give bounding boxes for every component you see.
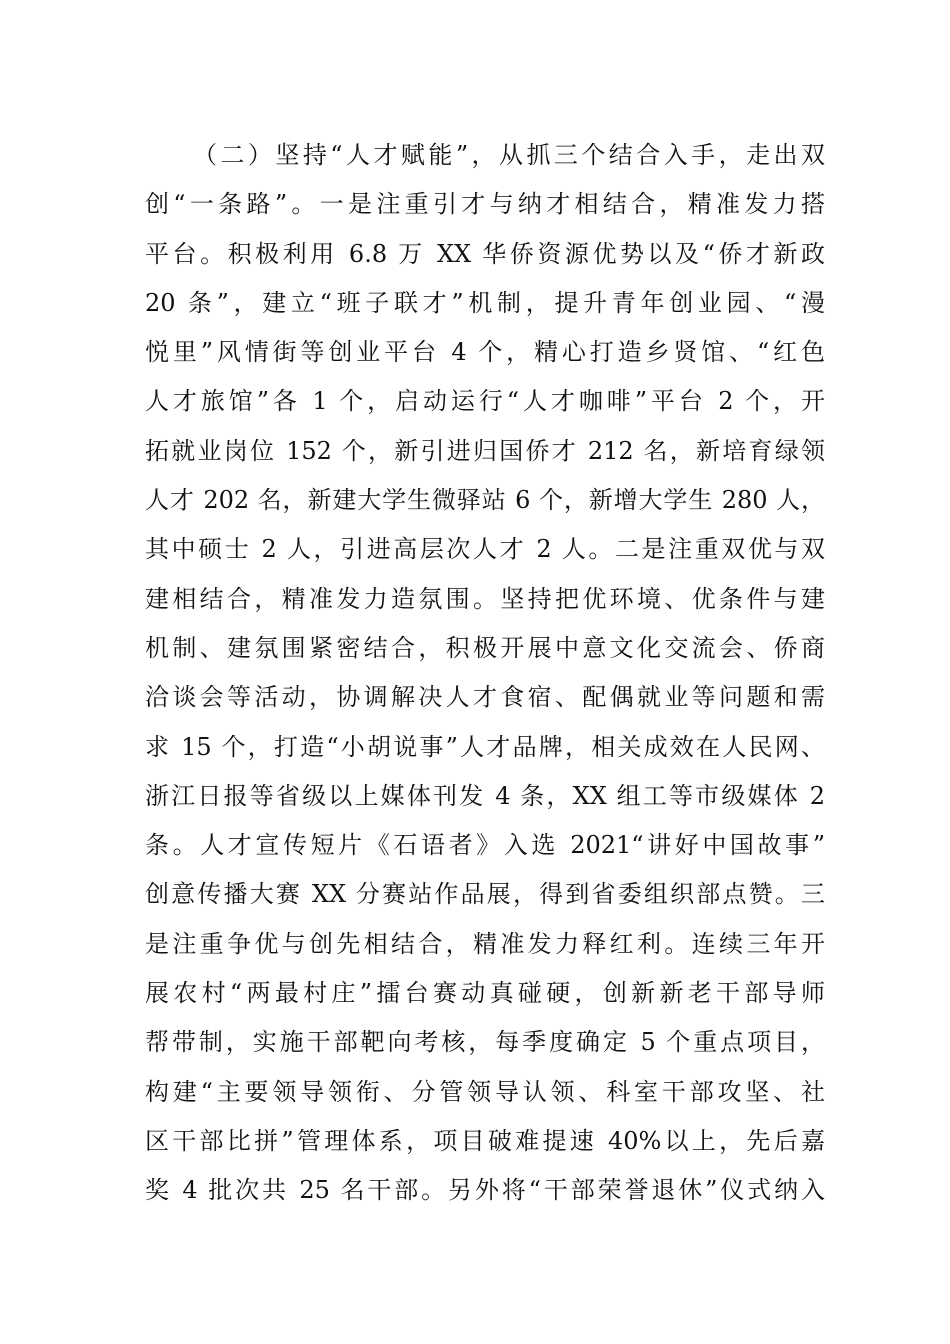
paragraph-line-19: 帮带制，实施干部靶向考核，每季度确定 5 个重点项目， <box>145 1028 825 1057</box>
paragraph-line-3: 平台。积极利用 6.8 万 XX 华侨资源优势以及“侨才新政 <box>145 239 825 268</box>
paragraph-line-17: 是注重争优与创先相结合，精准发力释红利。连续三年开 <box>145 929 825 958</box>
paragraph-line-5: 悦里”风情街等创业平台 4 个，精心打造乡贤馆、“红色 <box>145 338 825 367</box>
paragraph-line-7: 拓就业岗位 152 个，新引进归国侨才 212 名，新培育绿领 <box>145 436 825 465</box>
paragraph-line-8: 人才 202 名，新建大学生微驿站 6 个，新增大学生 280 人， <box>145 486 825 515</box>
paragraph-line-11: 机制、建氛围紧密结合，积极开展中意文化交流会、侨商 <box>145 633 825 662</box>
paragraph-line-9: 其中硕士 2 人，引进高层次人才 2 人。二是注重双优与双 <box>145 535 825 564</box>
paragraph-line-1: （二）坚持“人才赋能”，从抓三个结合入手，走出双 <box>193 141 825 169</box>
body-paragraph <box>145 131 825 1216</box>
paragraph-line-14: 浙江日报等省级以上媒体刊发 4 条，XX 组工等市级媒体 2 <box>145 781 825 810</box>
paragraph-line-10: 建相结合，精准发力造氛围。坚持把优环境、优条件与建 <box>145 584 825 613</box>
paragraph-line-16: 创意传播大赛 XX 分赛站作品展，得到省委组织部点赞。三 <box>145 880 825 909</box>
paragraph-line-22: 奖 4 批次共 25 名干部。另外将“干部荣誉退休”仪式纳入 <box>145 1176 825 1205</box>
paragraph-line-4: 20 条”，建立“班子联才”机制，提升青年创业园、“漫 <box>145 288 825 317</box>
paragraph-line-6: 人才旅馆”各 1 个，启动运行“人才咖啡”平台 2 个，开 <box>145 387 825 416</box>
paragraph-line-2: 创“一条路”。一是注重引才与纳才相结合，精准发力搭 <box>145 190 825 219</box>
paragraph-line-15: 条。人才宣传短片《石语者》入选 2021“讲好中国故事” <box>145 831 825 860</box>
paragraph-line-13: 求 15 个，打造“小胡说事”人才品牌，相关成效在人民网、 <box>145 732 825 761</box>
paragraph-line-20: 构建“主要领导领衔、分管领导认领、科室干部攻坚、社 <box>145 1077 825 1106</box>
paragraph-line-21: 区干部比拼”管理体系，项目破难提速 40%以上，先后嘉 <box>145 1126 825 1155</box>
paragraph-line-12: 洽谈会等活动，协调解决人才食宿、配偶就业等问题和需 <box>145 683 825 712</box>
paragraph-line-18: 展农村“两最村庄”擂台赛动真碰硬，创新新老干部导师 <box>145 979 825 1008</box>
